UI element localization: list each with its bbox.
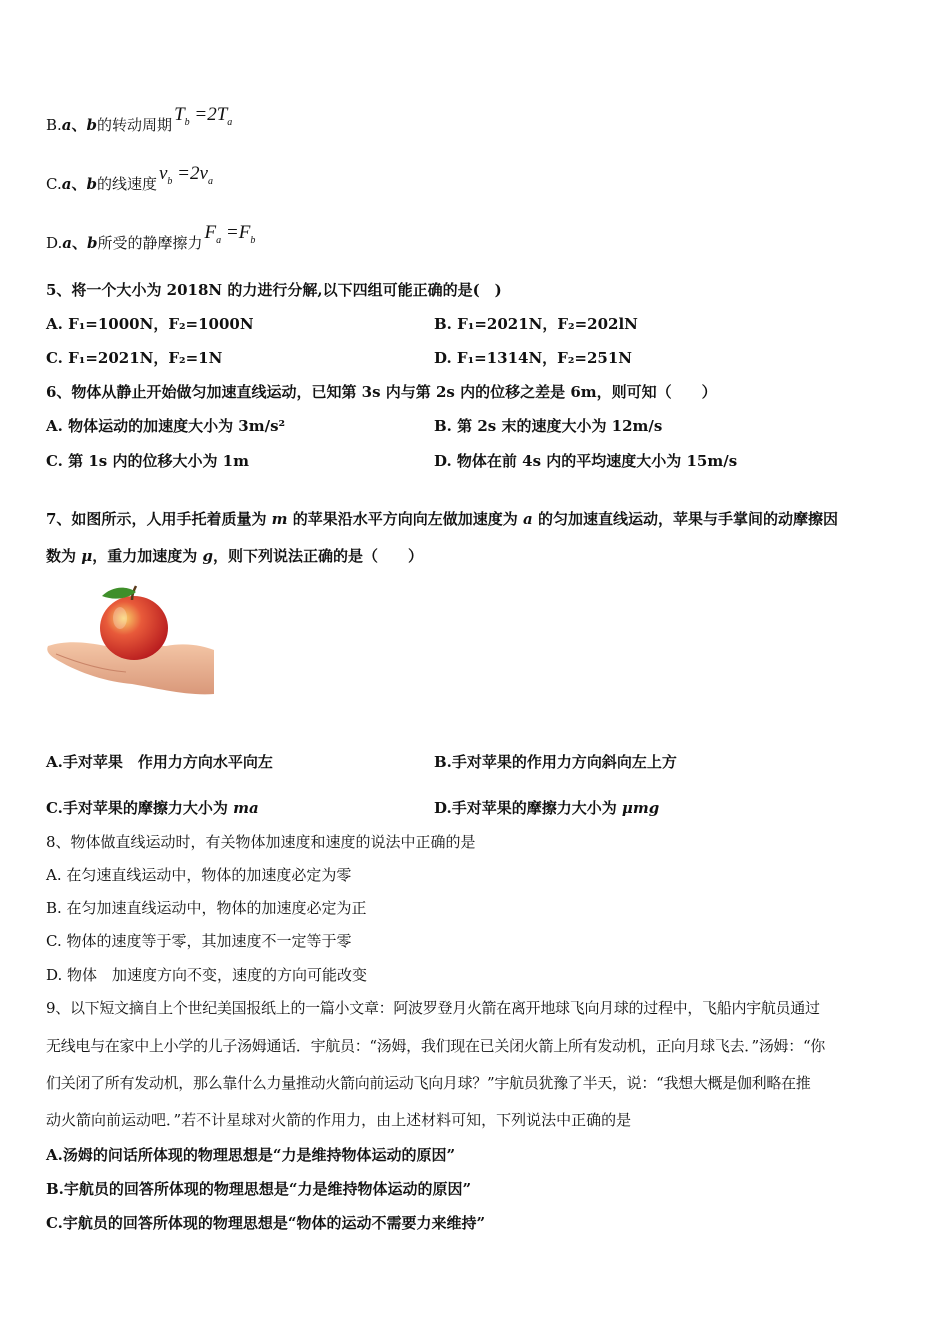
var-b: b — [87, 234, 98, 252]
q8-stem: 8、物体做直线运动时，有关物体加速度和速度的说法中正确的是 — [46, 833, 476, 851]
expr-ma: ma — [233, 799, 259, 817]
var-a: a — [61, 175, 72, 193]
q5-stem: 5、将一个大小为 2018N 的力进行分解,以下四组可能正确的是( ) — [46, 281, 502, 299]
option-prefix: C. — [46, 175, 62, 193]
var-b: b — [86, 116, 98, 134]
q9-option-a: A.汤姆的问话所体现的物理思想是“力是维持物体运动的原因” — [46, 1146, 456, 1164]
formula-period: $T_b =2T_a$ — [174, 104, 233, 128]
q7-option-a: A.手对苹果 作用力方向水平向左 — [46, 753, 273, 771]
q5-option-a: A. F₁=1000N，F₂=1000N — [46, 315, 254, 333]
formula-friction: $F_a =F_b$ — [204, 222, 256, 246]
option-prefix: B. — [46, 116, 62, 134]
q9-option-b: B.宇航员的回答所体现的物理思想是“力是维持物体运动的原因” — [46, 1180, 472, 1198]
q7-option-c: C.手对苹果的摩擦力大小为 ma — [46, 799, 259, 817]
q6-option-d: D. 物体在前 4s 内的平均速度大小为 15m/s — [434, 452, 738, 470]
q8-option-a: A. 在匀速直线运动中，物体的加速度必定为零 — [46, 866, 352, 884]
option-text: 所受的静摩擦力 — [97, 234, 203, 252]
q8-option-c: C. 物体的速度等于零，其加速度不一定等于零 — [46, 932, 352, 950]
q5-option-c: C. F₁=2021N，F₂=1N — [46, 349, 223, 367]
var-a: a — [61, 116, 72, 134]
q7-option-d: D.手对苹果的摩擦力大小为 μmg — [434, 799, 660, 817]
q6-option-c: C. 第 1s 内的位移大小为 1m — [46, 452, 249, 470]
q9-option-c: C.宇航员的回答所体现的物理思想是“物体的运动不需要力来维持” — [46, 1214, 486, 1232]
q6-option-b: B. 第 2s 末的速度大小为 12m/s — [434, 417, 663, 435]
q8-option-d: D. 物体 加速度方向不变，速度的方向可能改变 — [46, 966, 368, 984]
q4-option-c — [46, 163, 213, 203]
q7-stem-line2: 数为 μ，重力加速度为 g，则下列说法正确的是（ ） — [46, 547, 423, 565]
expr-mumg: μmg — [621, 799, 660, 817]
var-g: g — [202, 547, 213, 565]
q9-stem-line3: 们关闭了所有发动机，那么靠什么力量推动火箭向前运动飞向月球？”宇航员犹豫了半天，说：“我想大概是伽利略在推 — [46, 1074, 811, 1092]
q9-stem-line4: 动火箭向前运动吧．”若不计星球对火箭的作用力，由上述材料可知，下列说法中正确的是 — [46, 1111, 632, 1129]
q6-stem: 6、物体从静止开始做匀加速直线运动，已知第 3s 内与第 2s 内的位移之差是 6m，则可知（ ） — [46, 383, 717, 401]
q4-option-b — [46, 104, 233, 144]
q5-option-d: D. F₁=1314N，F₂=251N — [434, 349, 632, 367]
separator: 、 — [72, 234, 88, 252]
q9-stem-line1: 9、以下短文摘自上个世纪美国报纸上的一篇小文章：阿波罗登月火箭在离开地球飞向月球的过程中，飞船内宇航员通过 — [46, 999, 820, 1017]
apple-on-hand-image — [46, 584, 214, 704]
q4-option-d — [46, 222, 256, 262]
q7-stem-line1: 7、如图所示，人用手托着质量为 m 的苹果沿水平方向向左做加速度为 a 的匀加速直线运动，苹果与手掌间的动摩擦因 — [46, 510, 838, 528]
q7-option-b: B.手对苹果的作用力方向斜向左上方 — [434, 753, 677, 771]
var-b: b — [86, 175, 97, 193]
q8-option-b: B. 在匀加速直线运动中，物体的加速度必定为正 — [46, 899, 367, 917]
q6-option-a: A. 物体运动的加速度大小为 3m/s² — [46, 417, 286, 435]
option-text: 的转动周期 — [97, 116, 173, 134]
separator: 、 — [71, 116, 87, 134]
separator: 、 — [71, 175, 87, 193]
option-prefix: D. — [46, 234, 63, 252]
option-text: 的线速度 — [96, 175, 157, 193]
formula-velocity: $v_b =2v_a$ — [158, 163, 213, 187]
q9-stem-line2: 无线电与在家中上小学的儿子汤姆通话．宇航员：“汤姆，我们现在已关闭火箭上所有发动机，正向月球飞去．”汤姆：“你 — [46, 1037, 826, 1055]
var-m: m — [271, 510, 288, 528]
var-a: a — [523, 510, 533, 528]
var-a: a — [62, 234, 72, 252]
q5-option-b: B. F₁=2021N，F₂=202lN — [434, 315, 638, 333]
var-mu: μ — [81, 547, 93, 565]
